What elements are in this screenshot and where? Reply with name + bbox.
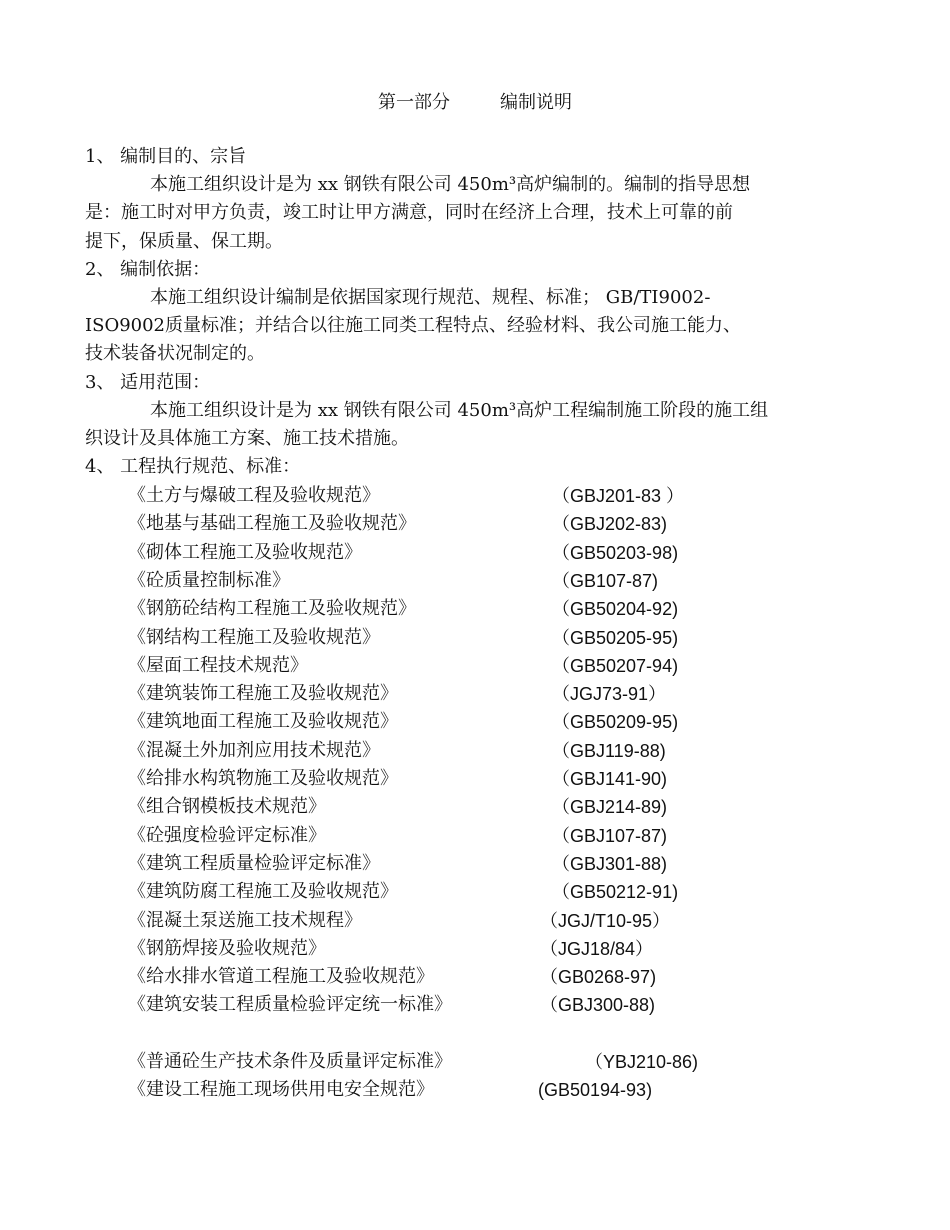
reference-name: 《地基与基础工程施工及验收规范》 <box>128 513 416 535</box>
section-4-heading: 4、 工程执行规范、标准： <box>85 456 301 477</box>
reference-name: 《钢结构工程施工及验收规范》 <box>128 626 380 648</box>
reference-name: 《建筑地面工程施工及验收规范》 <box>128 711 398 733</box>
reference-name: 《建筑装饰工程施工及验收规范》 <box>128 683 398 705</box>
reference-code: （GB50205-95) <box>552 627 679 648</box>
reference-code: （GBJ202-83) <box>552 514 668 535</box>
section-2-line-1: 本施工组织设计编制是依据国家现行规范、规程、标准； GB/TI9002- <box>150 287 711 308</box>
section-2-heading: 2、 编制依据： <box>85 259 211 280</box>
section-3-line-2: 织设计及具体施工方案、施工技术措施。 <box>85 428 409 449</box>
section-2-line-3: 技术装备状况制定的。 <box>85 343 265 364</box>
reference-code: （GBJ214-89) <box>552 797 668 818</box>
reference-name: 《建设工程施工现场供用电安全规范》 <box>128 1079 434 1100</box>
reference-code: （GBJ141-90) <box>552 769 668 789</box>
reference-name: 《砌体工程施工及验收规范》 <box>128 541 362 563</box>
title-heading: 编制说明 <box>500 92 572 113</box>
section-3-line-1: 本施工组织设计是为 xx 钢铁有限公司 450m³高炉工程编制施工阶段的施工组 <box>150 400 769 421</box>
reference-name: 《给水排水管道工程施工及验收规范》 <box>128 966 434 988</box>
reference-name: 《建筑工程质量检验评定标准》 <box>128 852 380 874</box>
reference-name: 《钢筋砼结构工程施工及验收规范》 <box>128 598 416 620</box>
reference-code: （GB50203-98) <box>552 542 679 563</box>
reference-code: （GBJ300-88) <box>540 995 656 1016</box>
reference-code: （GB50204-92) <box>552 599 679 620</box>
reference-name: 《屋面工程技术规范》 <box>128 654 308 676</box>
reference-name: 《组合钢模板技术规范》 <box>128 796 326 818</box>
section-1-heading: 1、 编制目的、宗旨 <box>85 146 247 167</box>
reference-name: 《砼质量控制标准》 <box>128 569 290 591</box>
section-3-heading: 3、 适用范围： <box>85 372 211 393</box>
reference-code: （GBJ301-88) <box>552 853 668 874</box>
reference-name: 《混凝土泵送施工技术规程》 <box>128 909 362 931</box>
reference-code: （GB50209-95) <box>552 712 679 733</box>
reference-code: （GBJ119-88) <box>552 740 666 761</box>
reference-name: 《砼强度检验评定标准》 <box>128 824 326 846</box>
reference-name: 《建筑安装工程质量检验评定统一标准》 <box>128 994 452 1016</box>
reference-name: 《建筑防腐工程施工及验收规范》 <box>128 881 398 903</box>
reference-name: 《钢筋焊接及验收规范》 <box>128 937 326 959</box>
reference-name: 《土方与爆破工程及验收规范》 <box>128 485 380 506</box>
reference-code: （GB50207-94) <box>552 655 679 676</box>
section-1-line-2: 是：施工时对甲方负责，竣工时让甲方满意，同时在经济上合理，技术上可靠的前 <box>85 202 733 223</box>
reference-name: 《普通砼生产技术条件及质量评定标准》 <box>128 1051 452 1072</box>
reference-code: （GB50212-91) <box>552 882 679 903</box>
section-1-line-3: 提下，保质量、保工期。 <box>85 231 283 252</box>
reference-code: （JGJ73-91） <box>552 684 667 705</box>
section-1-line-1: 本施工组织设计是为 xx 钢铁有限公司 450m³高炉编制的。编制的指导思想 <box>150 174 751 195</box>
reference-name: 《混凝土外加剂应用技术规范》 <box>128 739 380 761</box>
reference-code: （GB107-87) <box>552 570 659 591</box>
reference-code: （JGJ18/84） <box>540 938 654 959</box>
reference-code: （GB0268-97) <box>540 967 657 988</box>
reference-name: 《给排水构筑物施工及验收规范》 <box>128 768 398 789</box>
reference-code: （JGJ/T10-95） <box>540 910 671 931</box>
title-part: 第一部分 <box>378 92 450 113</box>
reference-code: （YBJ210-86) <box>585 1052 699 1072</box>
reference-code: （GBJ107-87) <box>552 825 668 846</box>
page-title <box>0 88 950 114</box>
section-2-line-2: ISO9002质量标准；并结合以往施工同类工程特点、经验材料、我公司施工能力、 <box>85 315 742 336</box>
reference-code: （GBJ201-83 ） <box>552 486 685 506</box>
reference-code: (GB50194-93) <box>538 1080 653 1100</box>
